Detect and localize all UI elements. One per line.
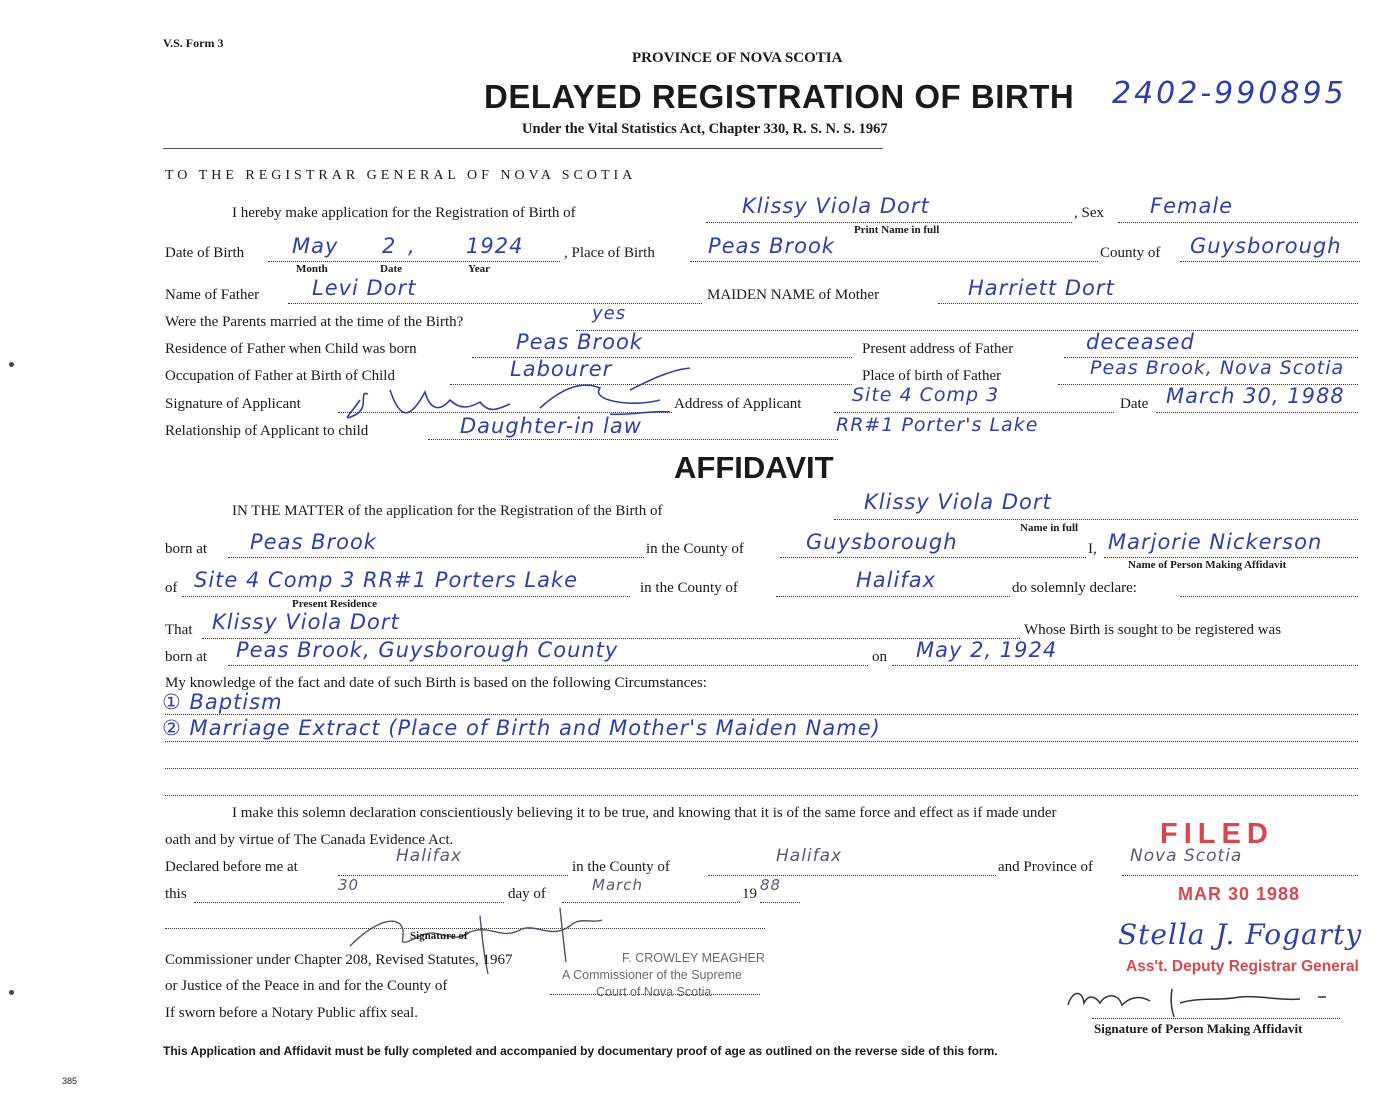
name-in-full-caption: Name in full	[1020, 522, 1079, 534]
on-date-value: May 2, 1924	[916, 638, 1058, 662]
date-caption: Date	[380, 263, 402, 275]
place-of-birth-line	[690, 261, 1098, 262]
residence-county-line	[776, 596, 1010, 597]
punch-hole	[9, 990, 14, 995]
solemnly-line	[1180, 596, 1358, 597]
that-name-value: Klissy Viola Dort	[212, 610, 400, 634]
application-label: I hereby make application for the Registration of Birth of	[232, 205, 576, 221]
footer-note: This Application and Affidavit must be fully completed and accompanied by documentary proof of age as outlined on the reverse side of this form.	[163, 1044, 998, 1058]
commissioner-stamp-line-3: Court of Nova Scotia	[596, 985, 712, 999]
justice-label: or Justice of the Peace in and for the County of	[165, 978, 448, 994]
sex-label: , Sex	[1074, 205, 1104, 221]
address-applicant-label: Address of Applicant	[674, 396, 802, 412]
sex-line	[1118, 222, 1358, 223]
declared-province-value: Nova Scotia	[1130, 846, 1243, 866]
address-applicant-line	[834, 412, 1114, 413]
header-rule	[163, 148, 883, 149]
circumstance-2: ② Marriage Extract (Place of Birth and Mother's Maiden Name)	[162, 716, 881, 740]
affiant-line	[1104, 557, 1358, 558]
matter-label: IN THE MATTER of the application for the Registration of the Birth of	[232, 503, 663, 519]
child-name-value: Klissy Viola Dort	[742, 194, 930, 218]
born-at-line	[228, 557, 644, 558]
declaration-line-2: oath and by virtue of The Canada Evidence Act.	[165, 832, 454, 848]
sig-applicant-label: Signature of Applicant	[165, 396, 301, 412]
born-at-label: born at	[165, 541, 208, 557]
place-birth-father-label: Place of birth of Father	[862, 368, 1002, 384]
form-id: V.S. Form 3	[163, 36, 224, 50]
declared-county-value: Halifax	[776, 846, 843, 866]
county-line	[1180, 261, 1360, 262]
born-at-2-label: born at	[165, 649, 208, 665]
affiant-value: Marjorie Nickerson	[1108, 530, 1323, 554]
occupation-father-value: Labourer	[510, 357, 613, 381]
matter-line	[834, 519, 1358, 520]
place-of-birth-value: Peas Brook	[708, 234, 835, 258]
filed-stamp: FILED	[1160, 818, 1274, 850]
affiant-sig-line	[1092, 1018, 1340, 1019]
dob-sep: ,	[408, 234, 416, 258]
year-prefix: 19	[742, 886, 757, 902]
dob-month-value: May	[292, 234, 339, 258]
sex-value: Female	[1150, 194, 1234, 218]
commissioner-stamp-line-2: A Commissioner of the Supreme	[562, 968, 742, 982]
circ-line-4	[165, 795, 1358, 796]
married-line	[576, 330, 1358, 331]
affidavit-child-name: Klissy Viola Dort	[864, 490, 1052, 514]
residence-father-value: Peas Brook	[516, 330, 643, 354]
father-value: Levi Dort	[312, 276, 417, 300]
page-code: 385	[62, 1076, 78, 1086]
residence-county-value: Halifax	[856, 568, 937, 592]
residence-line	[182, 596, 630, 597]
day-of-label: day of	[508, 886, 546, 902]
address-applicant-value-1: Site 4 Comp 3	[852, 384, 1000, 406]
dob-day-value: 2	[382, 234, 397, 258]
dob-label: Date of Birth	[165, 245, 245, 261]
month-value: March	[592, 876, 644, 894]
residence-county-label: in the County of	[640, 580, 738, 596]
declared-before-label: Declared before me at	[165, 859, 298, 875]
declared-county-label: in the County of	[572, 859, 670, 875]
born-at-2-value: Peas Brook, Guysborough County	[236, 638, 619, 662]
subtitle: Under the Vital Statistics Act, Chapter 330, R. S. N. S. 1967	[522, 121, 888, 137]
address-applicant-value-2: RR#1 Porter's Lake	[836, 414, 1039, 436]
year-value: 88	[760, 876, 782, 894]
circ-line-2	[165, 741, 1358, 742]
year-caption: Year	[468, 263, 490, 275]
month-caption: Month	[296, 263, 328, 275]
registration-number: 2402-990895	[1112, 76, 1347, 111]
born-at-value: Peas Brook	[250, 530, 377, 554]
i-label: I,	[1088, 541, 1097, 557]
place-birth-father-value: Peas Brook, Nova Scotia	[1090, 357, 1345, 379]
place-of-birth-label: , Place of Birth	[564, 245, 655, 261]
on-label: on	[872, 649, 887, 665]
circ-line-3	[165, 768, 1358, 769]
on-line	[892, 665, 1358, 666]
relationship-label: Relationship of Applicant to child	[165, 423, 369, 439]
residence-father-label: Residence of Father when Child was born	[165, 341, 417, 357]
name-person-caption: Name of Person Making Affidavit	[1128, 559, 1287, 571]
province-heading: PROVINCE OF NOVA SCOTIA	[632, 50, 843, 66]
that-label: That	[165, 622, 193, 638]
and-province-label: and Province of	[998, 859, 1093, 875]
circumstance-1: ① Baptism	[162, 690, 283, 714]
father-line	[288, 303, 702, 304]
print-name-caption: Print Name in full	[854, 224, 940, 236]
county-label: County of	[1100, 245, 1161, 261]
present-address-father-value: deceased	[1086, 330, 1195, 354]
this-label: this	[165, 886, 187, 902]
date-line	[1156, 412, 1358, 413]
in-county-label: in the County of	[646, 541, 744, 557]
mother-line	[938, 303, 1358, 304]
married-label: Were the Parents married at the time of the Birth?	[165, 314, 464, 330]
of-label: of	[165, 580, 178, 596]
date-label: Date	[1120, 396, 1149, 412]
child-name-line	[706, 222, 1072, 223]
maiden-mother-label: MAIDEN NAME of Mother	[707, 287, 880, 303]
born-at-2-line	[228, 665, 868, 666]
whose-birth-label: Whose Birth is sought to be registered was	[1024, 622, 1282, 638]
declaration-line-1: I make this solemn declaration conscientiously believing it to be true, and knowing that it is of the same force and effect as if made under	[232, 805, 1057, 821]
relationship-value: Daughter-in law	[460, 414, 642, 438]
mother-value: Harriett Dort	[968, 276, 1115, 300]
official-title-stamp: Ass't. Deputy Registrar General	[1126, 958, 1359, 975]
occupation-father-label: Occupation of Father at Birth of Child	[165, 368, 395, 384]
sig-person-caption: Signature of Person Making Affidavit	[1094, 1021, 1303, 1036]
signature-of-caption: Signature of	[410, 930, 468, 942]
relationship-line	[428, 439, 838, 440]
date-value: March 30, 1988	[1166, 384, 1345, 408]
declared-place-value: Halifax	[396, 846, 463, 866]
married-value: yes	[592, 303, 627, 324]
official-signature: Stella J. Fogarty	[1118, 918, 1363, 951]
notary-label: If sworn before a Notary Public affix seal.	[165, 1005, 418, 1021]
filed-date-stamp: MAR 30 1988	[1178, 884, 1301, 904]
commissioner-label: Commissioner under Chapter 208, Revised Statutes, 1967	[165, 952, 513, 968]
page-title: DELAYED REGISTRATION OF BIRTH	[484, 78, 1075, 115]
affidavit-heading: AFFIDAVIT	[674, 450, 834, 485]
solemnly-label: do solemnly declare:	[1012, 580, 1137, 596]
commissioner-stamp-line-1: F. CROWLEY MEAGHER	[622, 951, 765, 965]
year-line	[760, 902, 800, 903]
declared-county-line	[708, 875, 996, 876]
present-residence-caption: Present Residence	[292, 598, 378, 610]
punch-hole	[9, 362, 14, 367]
province-line	[1122, 875, 1358, 876]
residence-value: Site 4 Comp 3 RR#1 Porters Lake	[194, 568, 579, 592]
dob-line	[268, 261, 560, 262]
in-county-value: Guysborough	[806, 530, 958, 554]
dob-year-value: 1924	[466, 234, 524, 258]
knowledge-label: My knowledge of the fact and date of such Birth is based on the following Circumstances:	[165, 675, 707, 691]
day-value: 30	[338, 876, 360, 894]
circ-line-1	[165, 714, 1358, 715]
present-address-father-label: Present address of Father	[862, 341, 1014, 357]
affiant-signature	[1060, 975, 1340, 1020]
county-value: Guysborough	[1190, 234, 1342, 258]
addressee: TO THE REGISTRAR GENERAL OF NOVA SCOTIA	[165, 168, 637, 183]
declared-place-line	[338, 875, 568, 876]
father-label: Name of Father	[165, 287, 260, 303]
in-county-line	[780, 557, 1086, 558]
